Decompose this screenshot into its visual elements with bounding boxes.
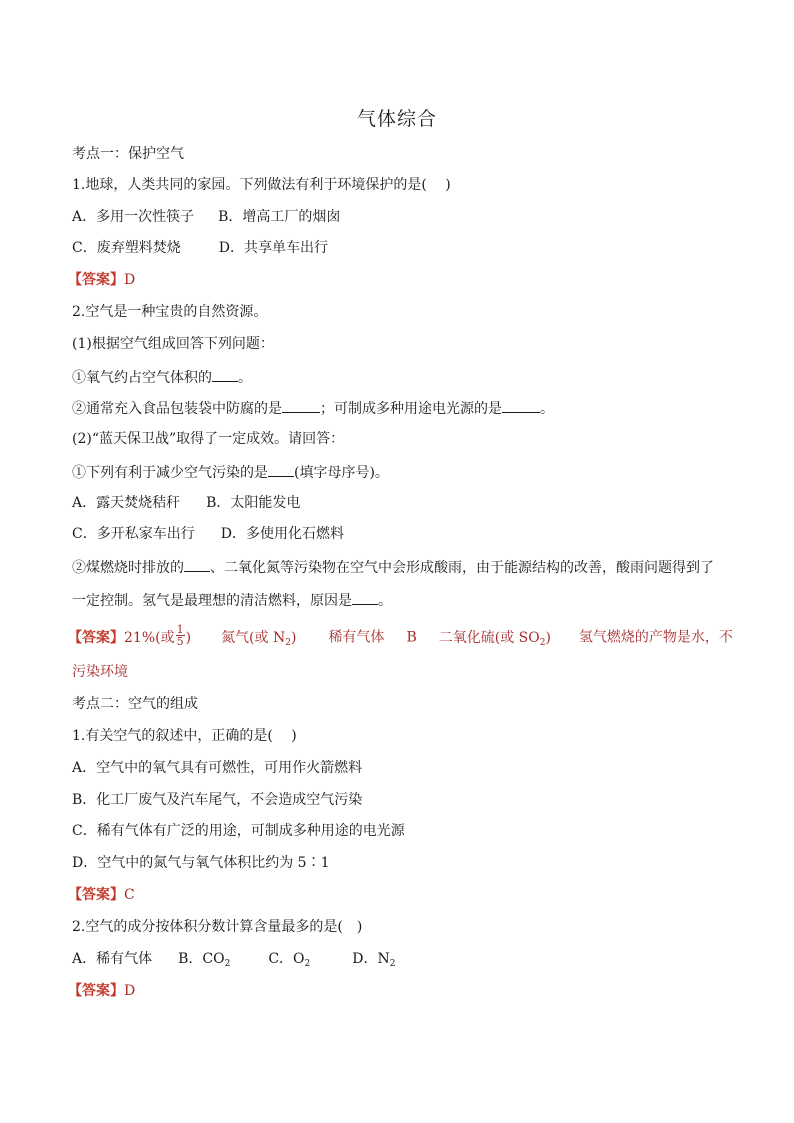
answer-part-3: 稀有气体 (328, 629, 385, 646)
option-d: D．共享单车出行 (218, 240, 328, 256)
option-c: C．多开私家车出行 (72, 526, 195, 542)
option-a: A．多用一次性筷子 (72, 209, 195, 225)
option-d: D．多使用化石燃料 (220, 526, 344, 542)
text-segment: ) (545, 629, 551, 646)
fill-blank (502, 397, 540, 413)
text-segment: C．O (268, 951, 305, 967)
question-2-1-option-d: D．空气中的氮气与氧气体积比约为 5∶1 (72, 855, 330, 871)
question-1-1-options-cd (72, 238, 722, 258)
answer-part-6: 氢气燃烧的产物是水，不 (578, 629, 733, 646)
option-d (352, 949, 395, 969)
text-segment: ①氧气约占空气体积的 (72, 370, 212, 386)
question-2-1-stem: 1.有关空气的叙述中，正确的是( ) (72, 728, 297, 744)
question-1-1-stem: 1.地球，人类共同的家园。下列做法有利于环境保护的是( ) (72, 177, 451, 193)
fill-blank (268, 461, 294, 477)
text-segment: 一定控制。氢气是最理想的清洁燃料，原因是 (72, 593, 352, 609)
section-heading-1: 考点一：保护空气 (72, 146, 184, 162)
answer-label: 【答案】 (68, 272, 124, 288)
answer-label: 【答案】 (68, 887, 124, 903)
answer-value: D (124, 272, 136, 288)
question-1-2-part2: (2)“蓝天保卫战”取得了一定成效。请回答： (72, 431, 345, 447)
question-1-1-options-ab (72, 207, 722, 227)
text-segment: ②煤燃烧时排放的 (72, 560, 184, 576)
answer-value: D (124, 983, 136, 999)
text-segment: 、二氧化氮等污染物在空气中会形成酸雨，由于能源结构的改善，酸雨问题得到了 (210, 560, 714, 576)
text-segment: ；可制成多种用途电光源的是 (320, 401, 502, 417)
text-segment: ) (185, 629, 192, 646)
question-1-2-part2b-line2 (72, 589, 722, 611)
text-segment: 。 (540, 401, 554, 417)
answer-label: 【答案】 (68, 629, 124, 646)
question-1-2-part1a (72, 366, 722, 388)
question-1-2-options-cd (72, 524, 722, 544)
answer-2-1 (68, 885, 722, 905)
question-1-2-part1b (72, 397, 722, 419)
text-segment: ) (290, 629, 297, 646)
answer-part-1 (124, 623, 192, 648)
text-segment: ②通常充入食品包装袋中防腐的是 (72, 401, 282, 417)
fill-blank (212, 366, 238, 382)
text-segment: B．CO (178, 951, 225, 967)
question-1-2-stem: 2.空气是一种宝贵的自然资源。 (72, 304, 268, 320)
option-b: B．增高工厂的烟囱 (218, 209, 341, 225)
answer-value: C (124, 887, 135, 903)
subscript: 2 (304, 959, 311, 969)
section-heading-2: 考点二：空气的组成 (72, 696, 198, 712)
answer-1-2-line2: 污染环境 (72, 664, 128, 680)
answer-part-5 (439, 630, 551, 646)
option-c (268, 949, 310, 969)
page-title: 气体综合 (356, 108, 437, 130)
fraction-denominator: 5 (176, 635, 184, 648)
answer-label: 【答案】 (68, 983, 124, 999)
answer-1-1 (68, 270, 722, 290)
subscript: 2 (224, 959, 231, 969)
text-segment: D．N (352, 951, 390, 967)
fill-blank (352, 589, 378, 605)
question-1-2-part1: (1)根据空气组成回答下列问题： (72, 336, 274, 352)
subscript: 2 (389, 959, 396, 969)
question-1-2-part2b (72, 556, 722, 578)
question-2-1-option-a: A．空气中的氧气具有可燃性，可用作火箭燃料 (72, 760, 363, 776)
fraction-numerator: 1 (176, 623, 184, 636)
text-segment: 氮气(或 N (221, 629, 286, 646)
subscript: 2 (285, 637, 291, 648)
fill-blank (282, 397, 320, 413)
fill-blank (184, 556, 210, 572)
answer-part-4: B (406, 629, 417, 646)
answer-2-2 (68, 981, 722, 1001)
text-segment: 二氧化硫(或 SO (438, 629, 540, 646)
option-c: C．废弃塑料焚烧 (72, 240, 181, 256)
question-1-2-part2a (72, 461, 722, 483)
fraction (176, 624, 185, 647)
option-b (178, 949, 230, 969)
option-a: A．露天焚烧秸秆 (72, 495, 181, 511)
subscript: 2 (539, 637, 546, 648)
question-1-2-options-ab (72, 493, 722, 513)
question-2-2-stem: 2.空气的成分按体积分数计算含量最多的是( ) (72, 919, 363, 935)
text-segment: 。 (238, 370, 252, 386)
question-2-1-option-c: C．稀有气体有广泛的用途，可制成多种用途的电光源 (72, 823, 405, 839)
text-segment: 。 (378, 593, 392, 609)
text-segment: 21%(或 (124, 629, 175, 646)
text-segment: (填字母序号)。 (294, 465, 389, 481)
answer-1-2 (68, 623, 733, 649)
question-2-1-option-b: B．化工厂废气及汽车尾气，不会造成空气污染 (72, 792, 363, 808)
answer-part-2 (221, 630, 296, 646)
option-b: B．太阳能发电 (206, 495, 301, 511)
question-2-2-options (72, 949, 722, 969)
option-a: A．稀有气体 (72, 951, 153, 967)
text-segment: ①下列有利于减少空气污染的是 (72, 465, 268, 481)
